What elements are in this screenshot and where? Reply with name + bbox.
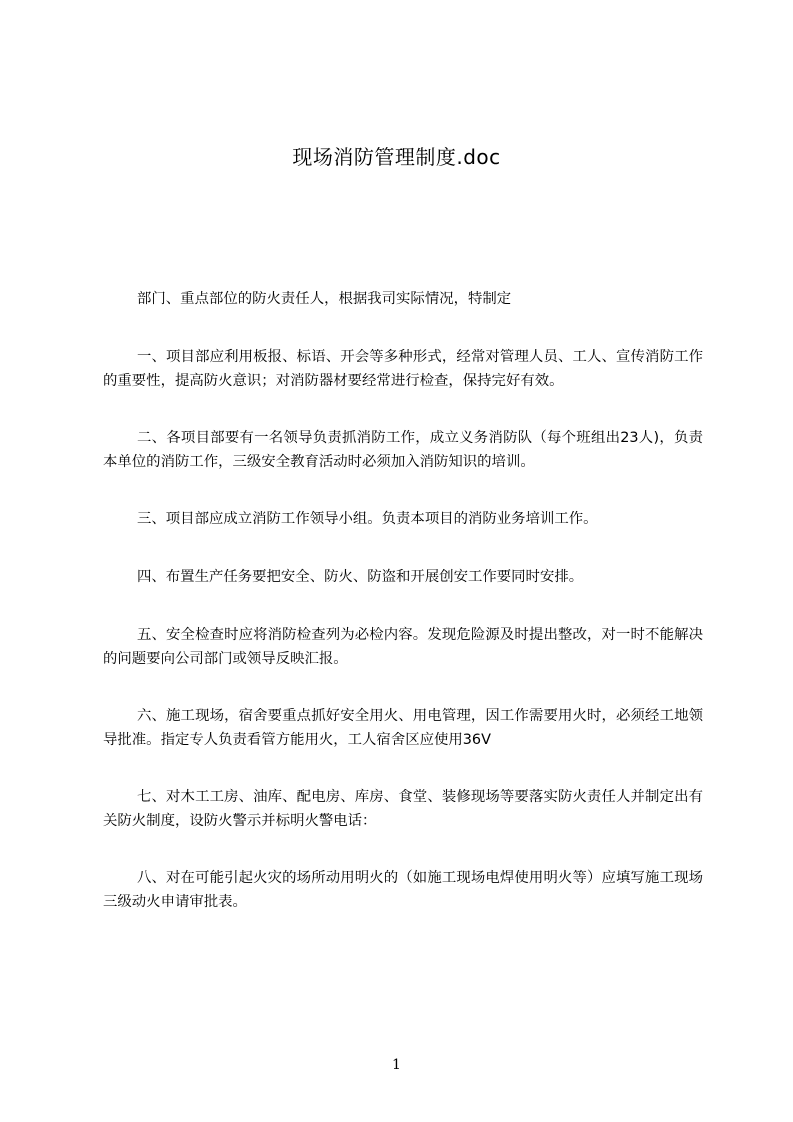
- paragraph-item-4: 四、布置生产任务要把安全、防火、防盗和开展创安工作要同时安排。: [137, 569, 584, 585]
- paragraph-item-5: 五、安全检查时应将消防检查列为必检内容。发现危险源及时提出整改，对一时不能解决的问题要向公司部门或领导反映汇报。: [103, 627, 703, 667]
- paragraph-item-3: 三、项目部应成立消防工作领导小组。负责本项目的消防业务培训工作。: [137, 511, 598, 527]
- paragraph-item-8: 八、对在可能引起火灾的场所动用明火的（如施工现场电焊使用明火等）应填写施工现场三级动火申请审批表。: [103, 870, 703, 910]
- paragraph-item-7: 七、对木工工房、油库、配电房、库房、食堂、装修现场等要落实防火责任人并制定出有关防火制度，设防火警示并标明火警电话：: [103, 789, 703, 829]
- paragraph-item-6: 六、施工现场，宿舍要重点抓好安全用火、用电管理，因工作需要用火时，必须经工地领导批准。指定专人负责看管方能用火，工人宿舍区应使用36V: [103, 708, 703, 748]
- paragraph-item-2: 二、各项目部要有一名领导负责抓消防工作，成立义务消防队（每个班组出23人)，负责本单位的消防工作，三级安全教育活动时必须加入消防知识的培训。: [103, 430, 703, 470]
- paragraph-item-1: 一、项目部应利用板报、标语、开会等多种形式，经常对管理人员、工人、宣传消防工作的重要性，提高防火意识；对消防器材要经常进行检查，保持完好有效。: [103, 349, 703, 389]
- page-number: 1: [392, 1057, 401, 1073]
- document-title: 现场消防管理制度.doc: [292, 145, 501, 169]
- document-body: [103, 287, 703, 947]
- paragraph-intro: 部门、重点部位的防火责任人，根据我司实际情况，特制定: [137, 291, 512, 307]
